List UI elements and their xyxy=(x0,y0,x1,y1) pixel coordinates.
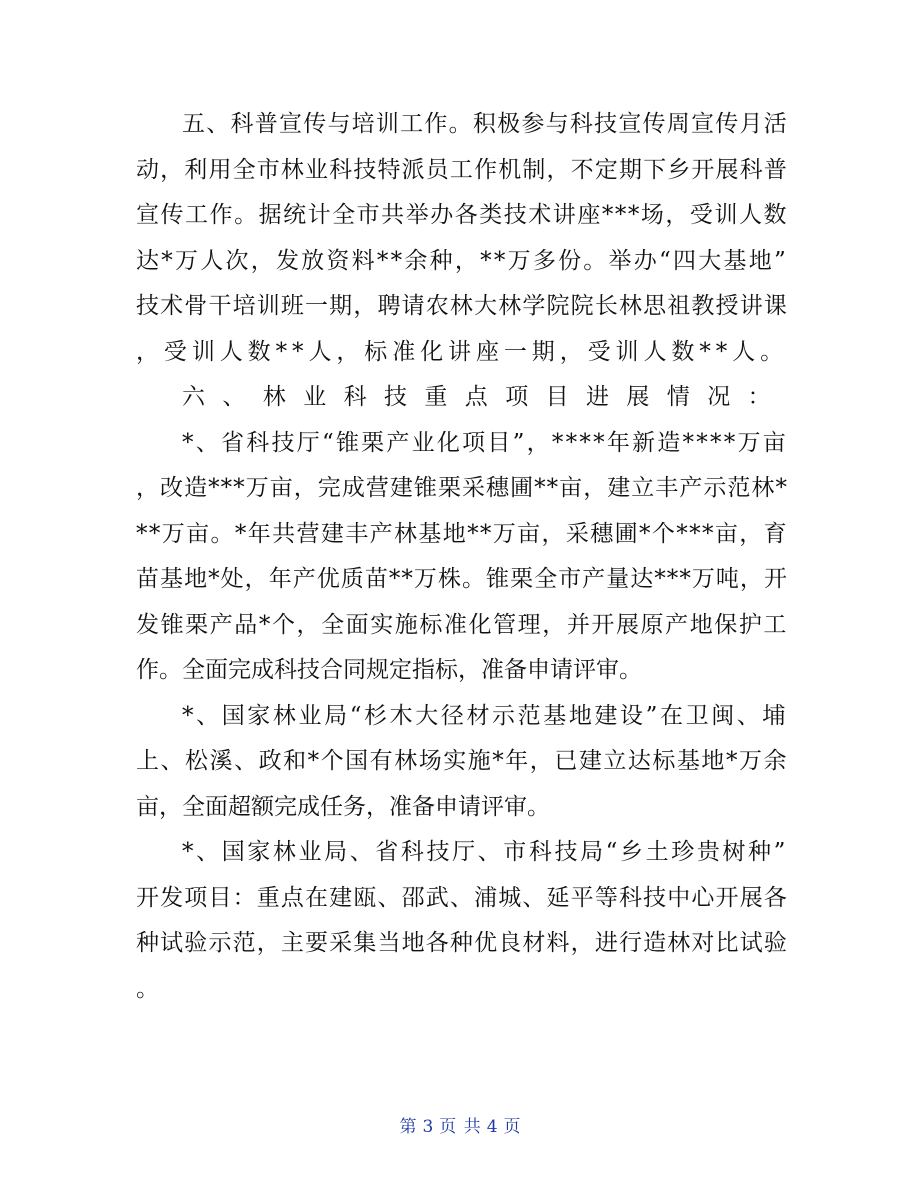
text-line: 上、松溪、政和*个国有林场实施*年，已建立达标基地*万余 xyxy=(136,748,788,774)
footer-prefix: 第 xyxy=(399,1117,417,1137)
text-line: 达*万人次，发放资料**余种，**万多份。举办“四大基地” xyxy=(136,247,788,274)
footer-suffix: 页 xyxy=(503,1117,521,1137)
text-line: 开发项目：重点在建瓯、邵武、浦城、延平等科技中心开展各 xyxy=(136,884,788,911)
footer-mid: 页 共 xyxy=(439,1117,481,1137)
document-body xyxy=(136,102,788,1012)
text-line: 六、林业科技重点项目进展情况： xyxy=(182,384,788,410)
text-line: *、国家林业局、省科技厅、市科技局“乡土珍贵树种” xyxy=(182,839,788,865)
text-line: 技术骨干培训班一期，聘请农林大林学院院长林思祖教授讲课 xyxy=(136,293,788,319)
footer-current-page: 3 xyxy=(422,1117,434,1137)
text-line: 。 xyxy=(136,975,159,1002)
footer-total-pages: 4 xyxy=(486,1117,498,1137)
text-line: 五、科普宣传与培训工作。积极参与科技宣传周宣传月活 xyxy=(182,111,788,137)
text-line: 亩，全面超额完成任务，准备申请评审。 xyxy=(136,793,550,820)
text-line: **万亩。*年共营建丰产林基地**万亩，采穗圃*个***亩，育 xyxy=(136,520,788,547)
text-line: *、省科技厅“锥栗产业化项目”，****年新造****万亩 xyxy=(182,429,788,456)
text-line: 动，利用全市林业科技特派员工作机制，不定期下乡开展科普 xyxy=(136,156,788,183)
text-line: ，改造***万亩，完成营建锥栗采穗圃**亩，建立丰产示范林* xyxy=(136,475,788,501)
text-line: ，受训人数**人，标准化讲座一期，受训人数**人。 xyxy=(136,338,788,365)
text-line: 作。全面完成科技合同规定指标，准备申请评审。 xyxy=(136,657,642,683)
text-line: 发锥栗产品*个，全面实施标准化管理，并开展原产地保护工 xyxy=(136,611,788,638)
text-line: 种试验示范，主要采集当地各种优良材料，进行造林对比试验 xyxy=(136,930,788,956)
text-line: 宣传工作。据统计全市共举办各类技术讲座***场，受训人数 xyxy=(136,202,788,228)
page-footer xyxy=(0,1112,920,1137)
text-line: *、国家林业局“杉木大径材示范基地建设”在卫闽、埔 xyxy=(182,702,788,729)
text-line: 苗基地*处，年产优质苗**万株。锥栗全市产量达***万吨，开 xyxy=(136,566,788,592)
